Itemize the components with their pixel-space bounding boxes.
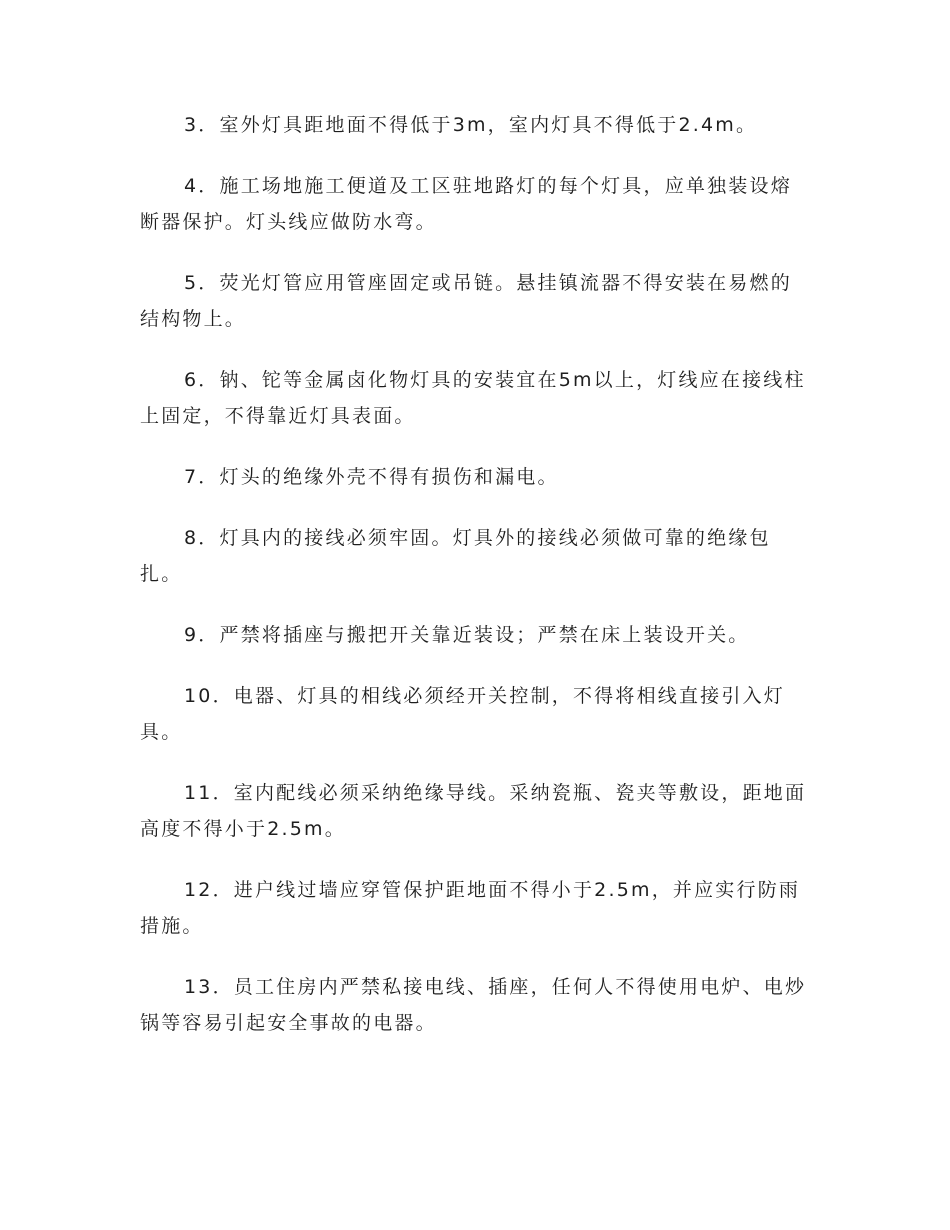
paragraph-item-9: 9．严禁将插座与搬把开关靠近装设；严禁在床上装设开关。: [184, 624, 750, 646]
paragraph-item-5: 5．荧光灯管应用管座固定或吊链。悬挂镇流器不得安装在易燃的结构物上。: [140, 272, 792, 330]
paragraph-item-7: 7．灯头的绝缘外壳不得有损伤和漏电。: [184, 466, 559, 488]
paragraph-item-11: 11．室内配线必须采纳绝缘导线。采纳瓷瓶、瓷夹等敷设，距地面高度不得小于2.5m。: [140, 782, 807, 840]
document-body: [140, 107, 810, 1066]
paragraph-item-3: 3．室外灯具距地面不得低于3m，室内灯具不得低于2.4m。: [184, 114, 758, 136]
paragraph-item-10: 10．电器、灯具的相线必须经开关控制，不得将相线直接引入灯具。: [140, 685, 785, 743]
paragraph-item-4: 4．施工场地施工便道及工区驻地路灯的每个灯具，应单独装设熔断器保护。灯头线应做防水弯。: [140, 175, 792, 233]
paragraph-item-12: 12．进户线过墙应穿管保护距地面不得小于2.5m，并应实行防雨措施。: [140, 879, 801, 937]
paragraph-item-6: 6．钠、铊等金属卤化物灯具的安装宜在5m以上，灯线应在接线柱上固定，不得靠近灯具表面。: [140, 369, 806, 427]
paragraph-item-8: 8．灯具内的接线必须牢固。灯具外的接线必须做可靠的绝缘包扎。: [140, 527, 771, 585]
paragraph-item-13: 13．员工住房内严禁私接电线、插座，任何人不得使用电炉、电炒锅等容易引起安全事故的电器。: [140, 976, 807, 1034]
